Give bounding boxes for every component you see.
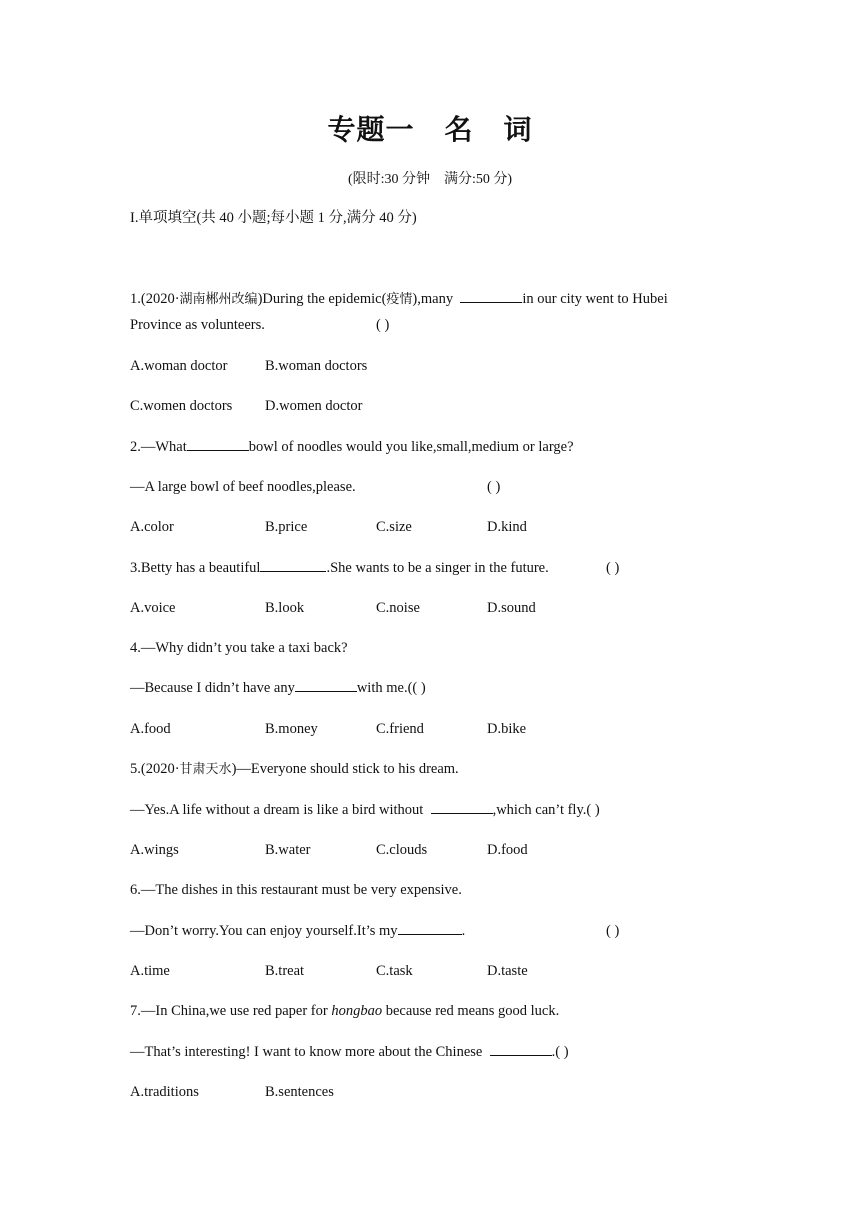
option-c: C.task [376, 963, 413, 979]
answer-parentheses: ( ) [606, 560, 620, 576]
option-b: B.price [265, 519, 308, 535]
question-7-line-1: 7.—In China,we use red paper for hongbao because red means good luck. [130, 1003, 560, 1019]
option-d: D.food [487, 842, 528, 858]
section-heading: I.单项填空(共 40 小题;每小题 1 分,满分 40 分) [130, 210, 417, 226]
option-a: A.wings [130, 842, 179, 858]
question-2-line-1: 2.—What bowl of noodles would you like,small,medium or large? [130, 439, 574, 455]
option-c: C.friend [376, 721, 424, 737]
question-5-line-1: 5.(2020·甘肃天水)—Everyone should stick to his dream. [130, 761, 459, 777]
question-4-line-2: —Because I didn’t have any with me.(( ) [130, 680, 426, 696]
option-d: D.women doctor [265, 398, 363, 414]
answer-parentheses: ( ) [376, 317, 390, 333]
question-1-line-2: Province as volunteers. [130, 317, 265, 333]
option-b: B.treat [265, 963, 305, 979]
option-c: C.noise [376, 600, 420, 616]
question-5-line-2: —Yes.A life without a dream is like a bird without ,which can’t fly.( ) [130, 802, 600, 818]
question-6-line-1: 6.—The dishes in this restaurant must be very expensive. [130, 882, 462, 898]
answer-blank [460, 290, 522, 303]
option-b: B.look [265, 600, 305, 616]
option-a: A.time [130, 963, 170, 979]
answer-blank [398, 922, 462, 935]
option-c: C.size [376, 519, 412, 535]
option-b: B.woman doctors [265, 358, 368, 374]
answer-parentheses: ( ) [606, 923, 620, 939]
page-title: 专题一 名 词 [327, 113, 533, 146]
option-a: A.traditions [130, 1084, 199, 1100]
answer-blank [295, 679, 357, 692]
answer-blank [431, 801, 493, 814]
option-d: D.taste [487, 963, 528, 979]
option-a: A.voice [130, 600, 176, 616]
option-d: D.bike [487, 721, 527, 737]
option-a: A.color [130, 519, 174, 535]
option-b: B.money [265, 721, 318, 737]
option-d: D.sound [487, 600, 536, 616]
answer-blank [260, 559, 326, 572]
option-d: D.kind [487, 519, 527, 535]
option-b: B.sentences [265, 1084, 334, 1100]
answer-blank [187, 438, 249, 451]
answer-blank [490, 1043, 552, 1056]
time-and-score-limit: (限时:30 分钟 满分:50 分) [347, 172, 513, 187]
option-a: A.woman doctor [130, 358, 228, 374]
option-c: C.women doctors [130, 398, 233, 414]
question-7-line-2: —That’s interesting! I want to know more about the Chinese .( ) [130, 1044, 569, 1060]
answer-parentheses: ( ) [487, 479, 501, 495]
question-3-line-1: 3.Betty has a beautiful .She wants to be a singer in the future. [130, 560, 549, 576]
option-b: B.water [265, 842, 311, 858]
option-a: A.food [130, 721, 171, 737]
question-4-line-1: 4.—Why didn’t you take a taxi back? [130, 640, 348, 656]
question-1-line-1: 1.(2020·湖南郴州改编)During the epidemic(疫情),many in our city went to Hubei [130, 291, 668, 307]
question-2-line-2: —A large bowl of beef noodles,please. [130, 479, 356, 495]
question-6-line-2: —Don’t worry.You can enjoy yourself.It’s my . [130, 923, 466, 939]
option-c: C.clouds [376, 842, 428, 858]
